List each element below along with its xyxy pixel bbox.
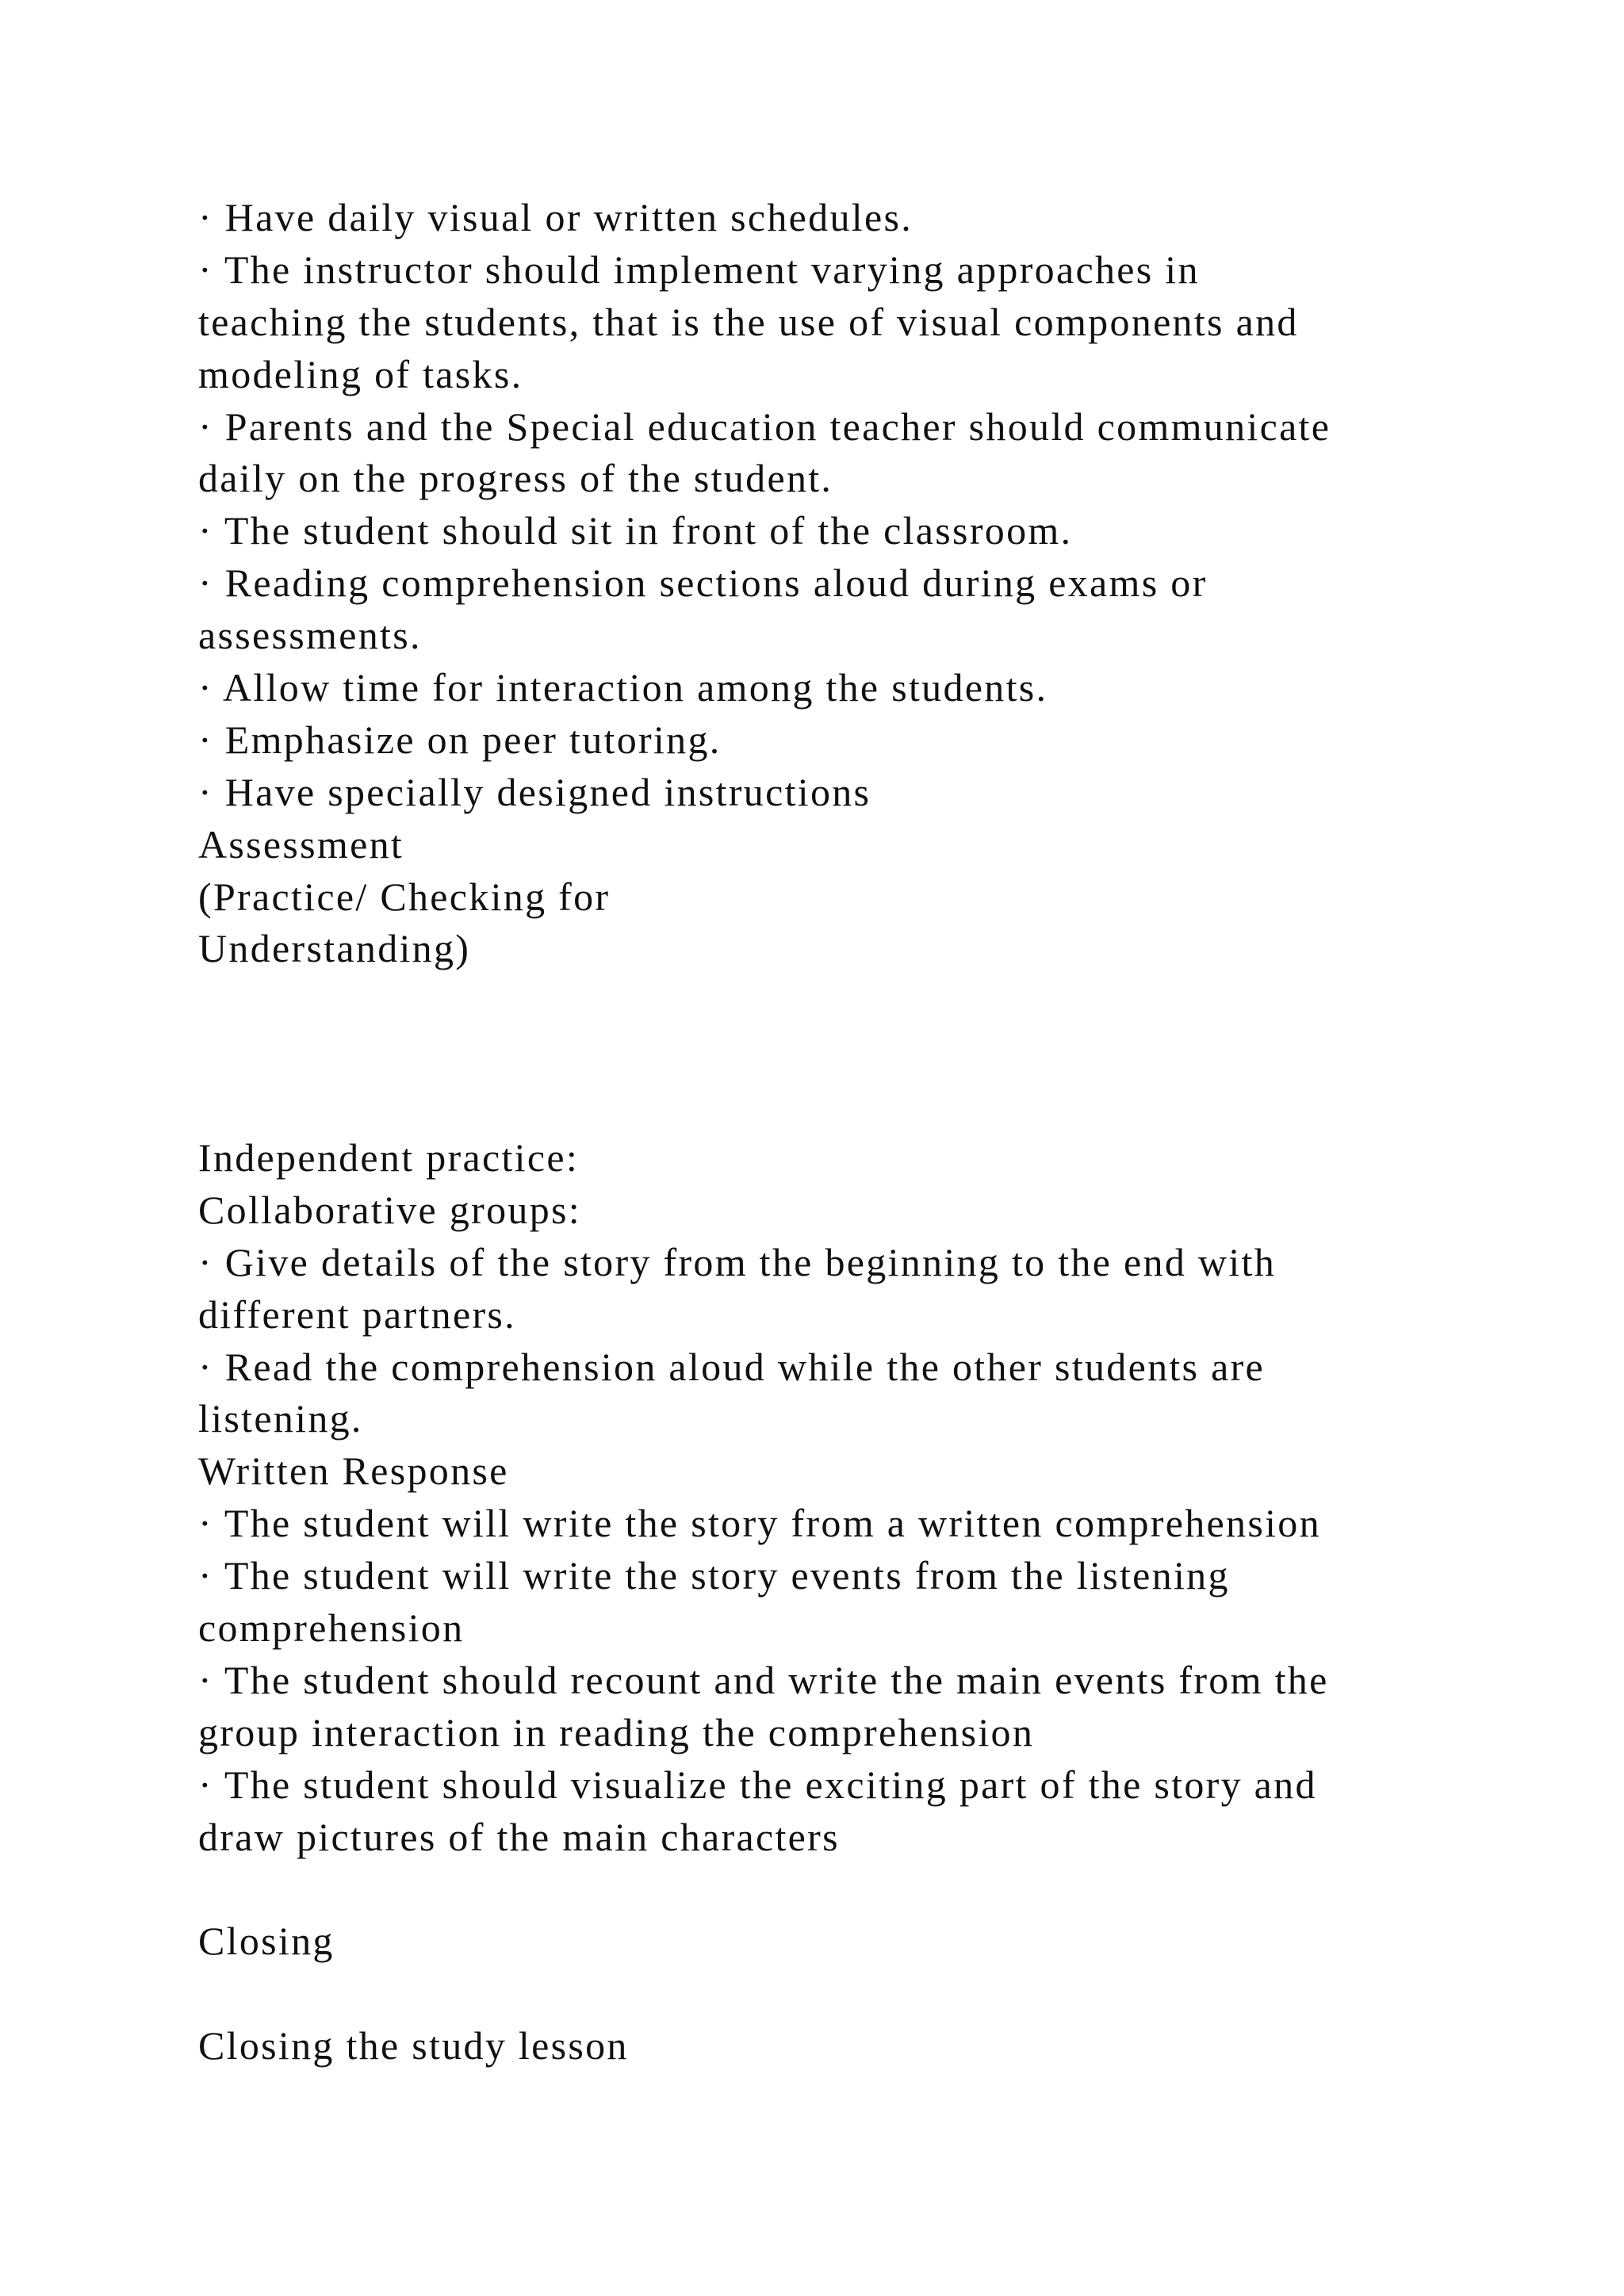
text-line: · Give details of the story from the beginning to the end with (198, 1239, 1277, 1284)
section-heading-independent-practice: Independent practice: (198, 1135, 580, 1181)
document-body (198, 192, 1530, 2072)
blank-line (198, 1080, 1530, 1132)
section-heading-written-response: Written Response (198, 1448, 509, 1494)
blank-line (198, 1027, 1530, 1080)
section-subheading: (Practice/ Checking for (198, 874, 611, 919)
text-line: teaching the students, that is the use of visual components and (198, 299, 1299, 344)
section-heading-closing: Closing (198, 1919, 335, 1964)
text-line: · Reading comprehension sections aloud during exams or (198, 561, 1208, 606)
text-line: assessments. (198, 613, 422, 658)
text-line: · The student should sit in front of the classroom. (198, 508, 1073, 553)
text-line: · Read the comprehension aloud while the other students are (198, 1344, 1266, 1389)
section-heading-assessment: Assessment (198, 821, 404, 867)
text-line: · Allow time for interaction among the students. (198, 665, 1048, 710)
text-line: group interaction in reading the comprehension (198, 1709, 1035, 1755)
section-subheading: Understanding) (198, 926, 471, 971)
text-line: · Have daily visual or written schedules. (198, 195, 914, 239)
text-line: modeling of tasks. (198, 351, 523, 396)
text-line: · Emphasize on peer tutoring. (198, 717, 722, 762)
blank-line (198, 1968, 1530, 2020)
text-line: · The student should visualize the exciting part of the story and (198, 1762, 1317, 1807)
text-line: comprehension (198, 1605, 465, 1651)
text-line: · Have specially designed instructions (198, 769, 871, 814)
closing-text: Closing the study lesson (198, 2023, 629, 2068)
blank-line (198, 1864, 1530, 1916)
text-line: listening. (198, 1396, 363, 1441)
blank-line (198, 975, 1530, 1027)
text-line: daily on the progress of the student. (198, 456, 833, 501)
text-line: · The student will write the story from a written comprehension (198, 1501, 1321, 1546)
text-line: · The instructor should implement varying approaches in (198, 247, 1200, 292)
text-line: · The student should recount and write the main events from the (198, 1657, 1329, 1702)
section-heading-collaborative-groups: Collaborative groups: (198, 1187, 581, 1232)
text-line: draw pictures of the main characters (198, 1814, 840, 1859)
text-line: different partners. (198, 1292, 516, 1337)
text-line: · Parents and the Special education teacher should communicate (198, 404, 1331, 449)
text-line: · The student will write the story events from the listening (198, 1553, 1230, 1598)
